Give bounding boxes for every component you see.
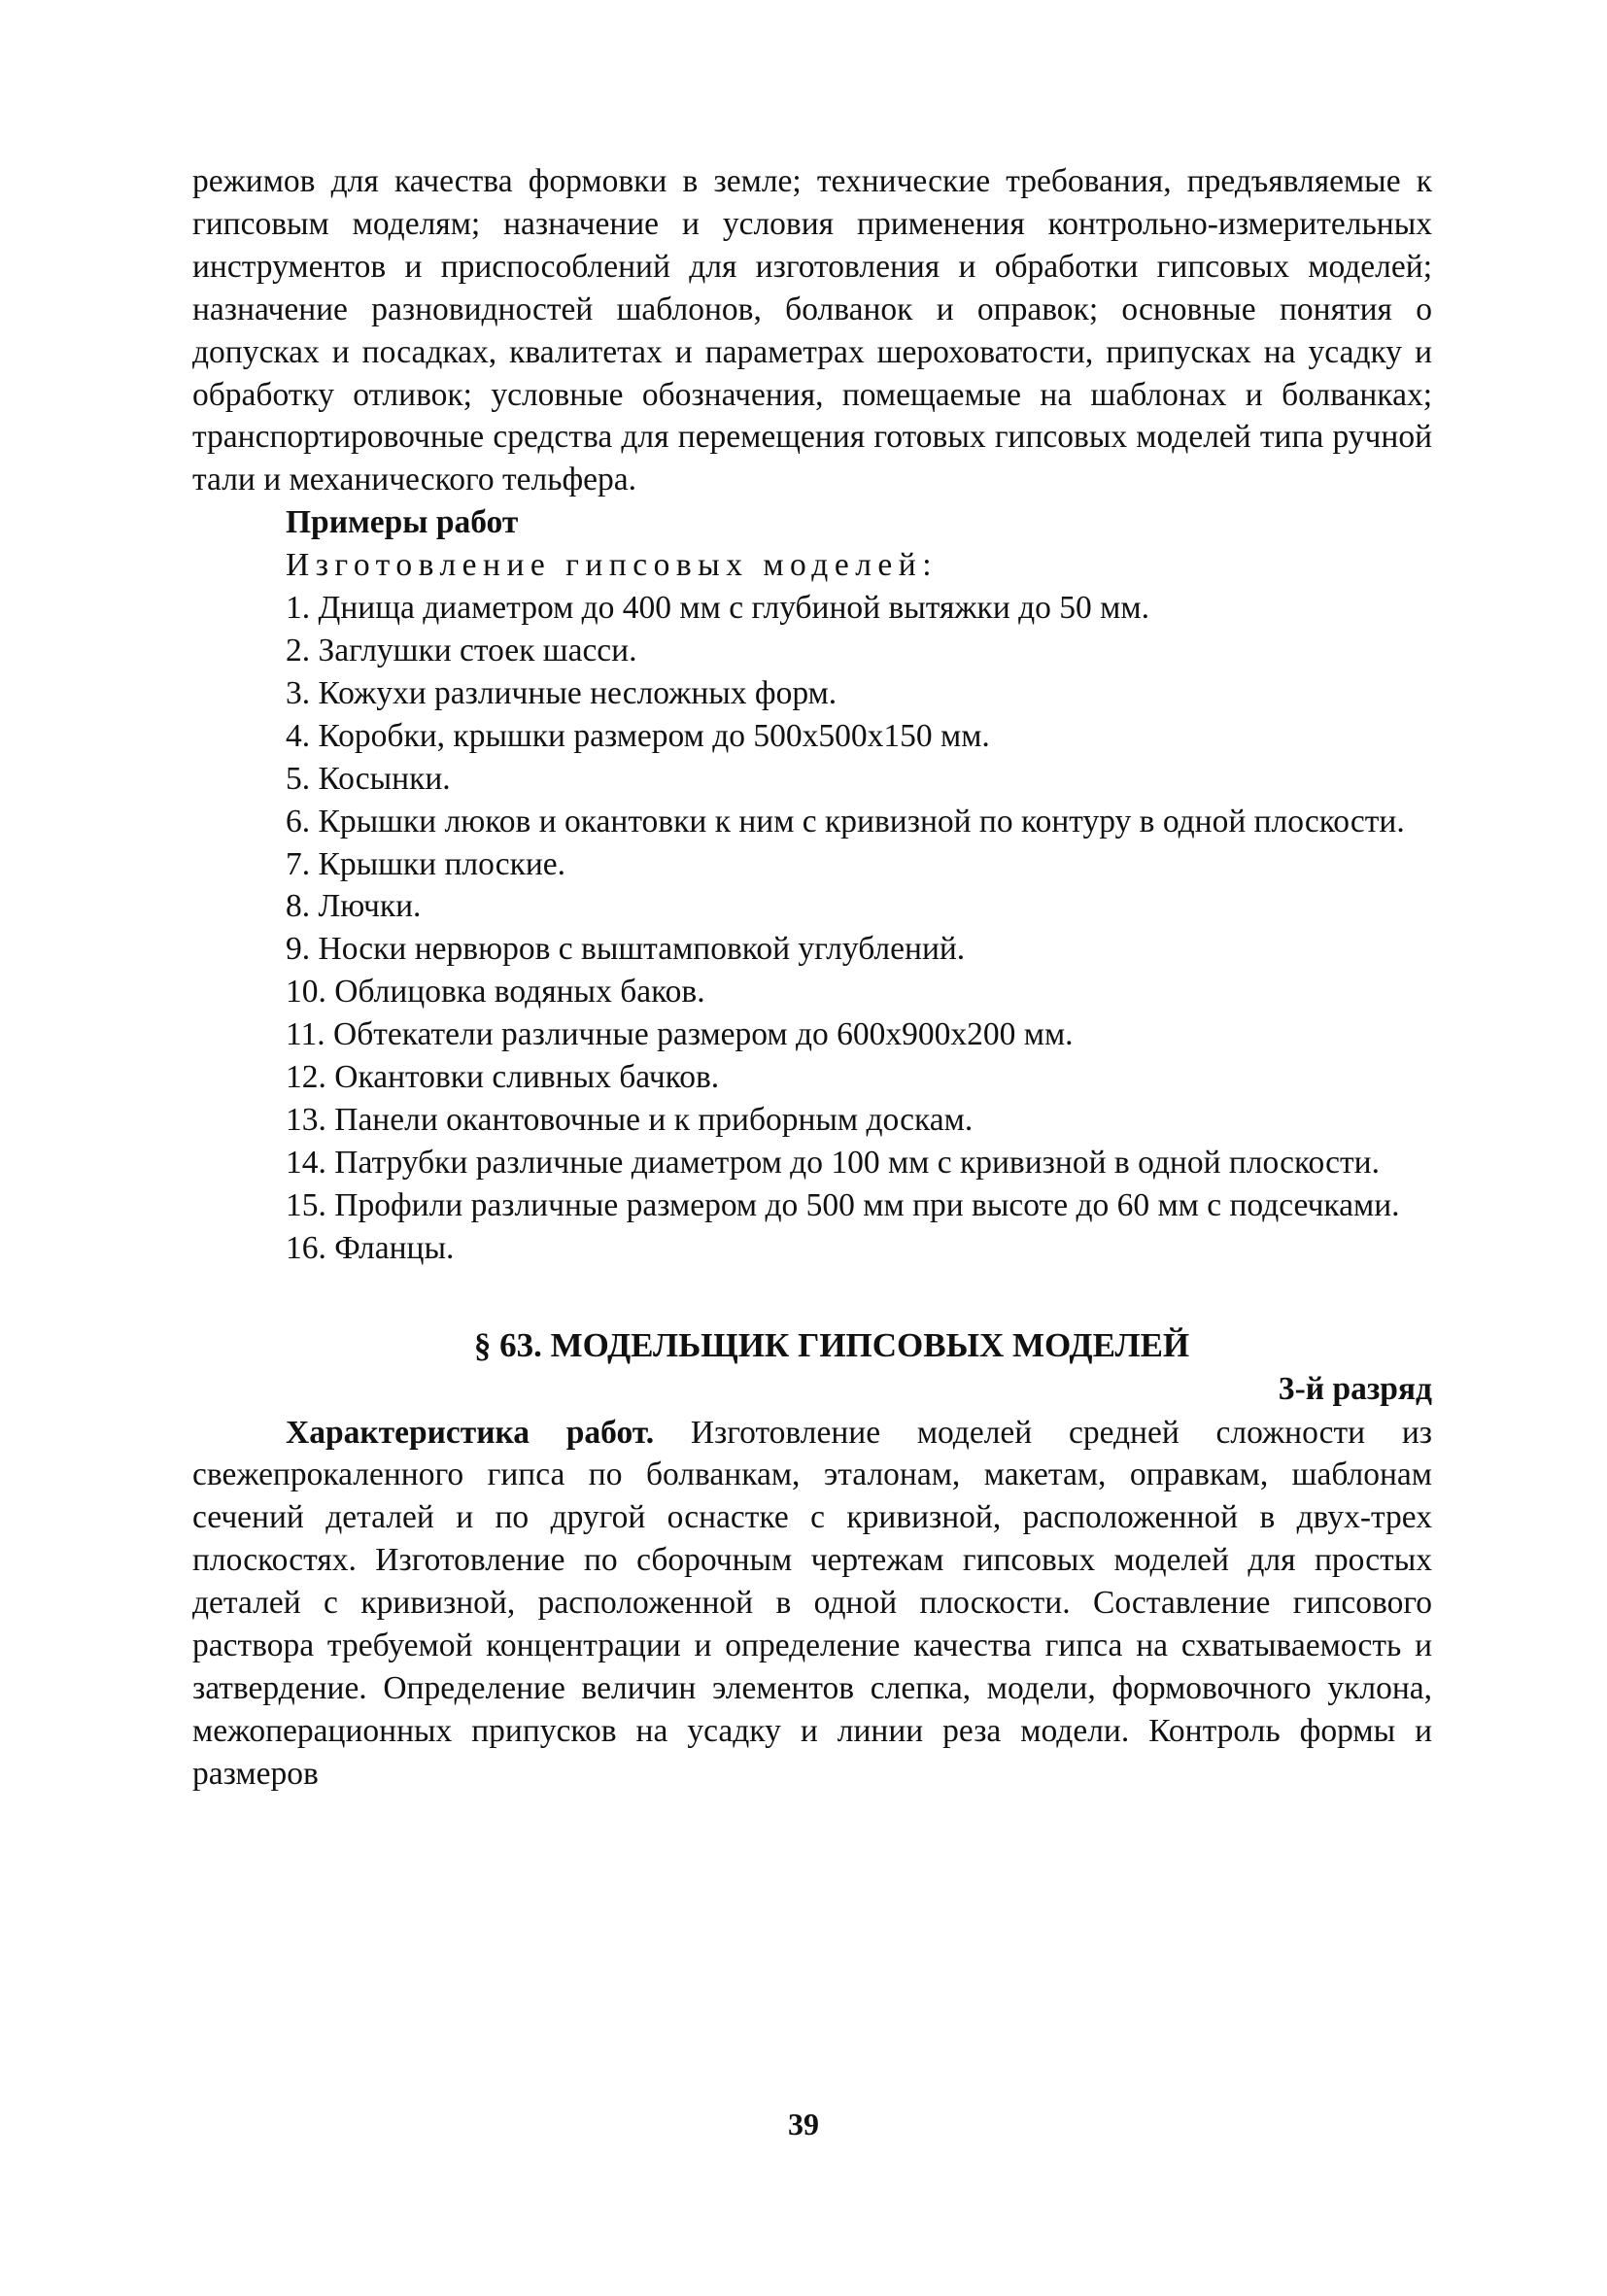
- list-item: 4. Коробки, крышки размером до 500х500х150 мм.: [286, 717, 990, 754]
- list-item: 8. Лючки.: [286, 888, 422, 925]
- list-item: 16. Фланцы.: [286, 1229, 455, 1266]
- examples-subheading: Изготовление гипсовых моделей:: [286, 547, 939, 584]
- page-content: [192, 160, 1432, 1796]
- list-item: 15. Профили различные размером до 500 мм при высоте до 60 мм с подсечками.: [286, 1186, 1400, 1223]
- page-number: 39: [788, 2107, 819, 2142]
- examples-heading: Примеры работ: [286, 504, 519, 541]
- list-item: 3. Кожухи различные несложных форм.: [286, 674, 838, 711]
- section-title: § 63. МОДЕЛЬЩИК ГИПСОВЫХ МОДЕЛЕЙ: [473, 1325, 1190, 1364]
- list-item: 7. Крышки плоские.: [286, 845, 566, 882]
- list-item: 5. Косынки.: [286, 760, 451, 797]
- characteristics-text: Изготовление моделей средней сложности из свежепрокаленного гипса по болванкам, эталонам, макетам, оправкам, шаблонам сечений деталей и по другой оснастке с кривизной, расположенной в двух-трех плоскостях. Изготовление по сборочным чертежам гипсовых моделей для простых деталей с кривизной, расположенной в одной плоскости. Составление гипсового раствора требуемой концентрации и определение качества гипса на схватываемость и затвердение. Определение величин элементов слепка, модели, формовочного уклона, межоперационных припусков на усадку и линии реза модели. Контроль формы и размеров: [192, 1414, 1432, 1792]
- list-item: 11. Обтекатели различные размером до 600х900х200 мм.: [286, 1016, 1074, 1053]
- intro-paragraph: режимов для качества формовки в земле; технические требования, предъявляемые к гипсовым моделям; назначение и условия применения контрольно-измерительных инструментов и приспособлений для изготовления и обработки гипсовых моделей; назначение разновидностей шаблонов, болванок и оправок; основные понятия о допусках и посадках, квалитетах и параметрах шероховатости, припусках на усадку и обработку отливок; условные обозначения, помещаемые на шаблонах и болванках; транспортировочные средства для перемещения готовых гипсовых моделей типа ручной тали и механического тельфера.: [192, 163, 1432, 498]
- examples-list: [192, 587, 1432, 1270]
- list-item: 12. Окантовки сливных бачков.: [286, 1059, 720, 1096]
- characteristics-label: Характеристика работ.: [286, 1414, 655, 1451]
- list-item: 2. Заглушки стоек шасси.: [286, 632, 637, 668]
- list-item: 1. Днища диаметром до 400 мм с глубиной вытяжки до 50 мм.: [286, 590, 1149, 627]
- list-item: 6. Крышки люков и окантовки к ним с кривизной по контуру в одной плоскости.: [286, 803, 1405, 840]
- list-item: 10. Облицовка водяных баков.: [286, 974, 705, 1011]
- list-item: 14. Патрубки различные диаметром до 100 мм с кривизной в одной плоскости.: [286, 1144, 1380, 1181]
- characteristics-paragraph: [192, 1412, 1432, 1796]
- list-item: 13. Панели окантовочные и к приборным доскам.: [286, 1101, 974, 1138]
- list-item: 9. Носки нервюров с выштамповкой углублений.: [286, 931, 966, 968]
- grade-label: 3-й разряд: [1278, 1370, 1432, 1407]
